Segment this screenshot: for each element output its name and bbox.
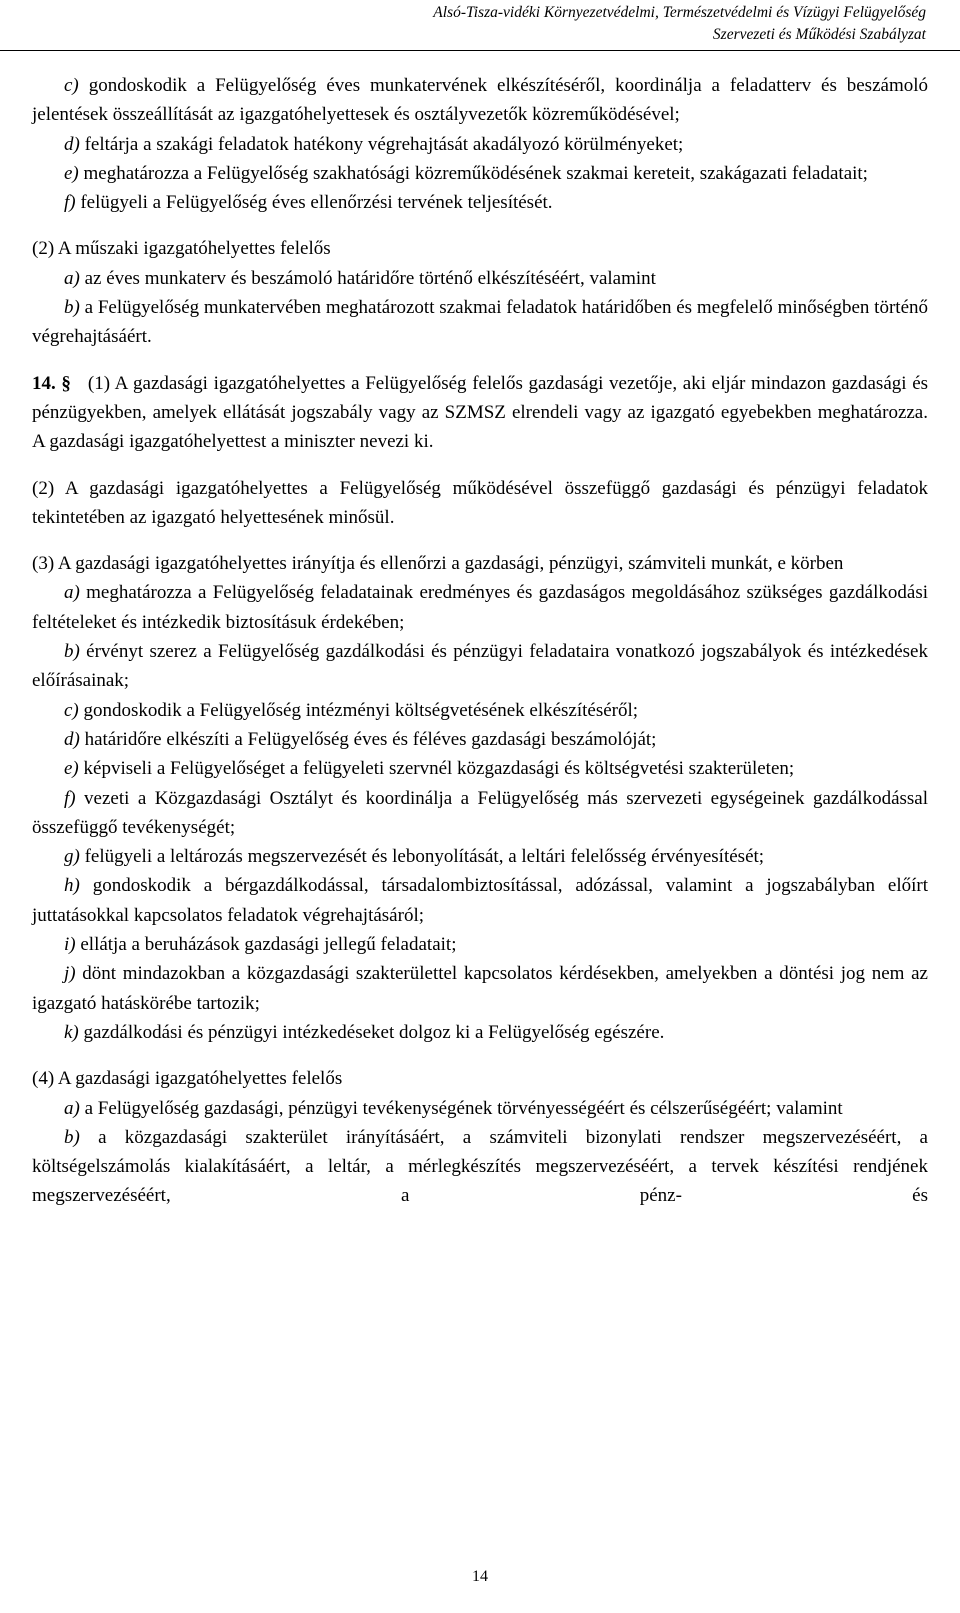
list-marker: g) [64, 846, 80, 868]
paragraph-text: gondoskodik a Felügyelőség éves munkatervének elkészítéséről, koordinálja a feladatterv és beszámoló jelentések összeállítását az igazgatóhelyettesek és osztályvezetők közreműködésével; [32, 75, 929, 126]
list-marker: a) [64, 582, 80, 604]
paragraph-text: (1) A gazdasági igazgatóhelyettes a Felügyelőség felelős gazdasági vezetője, aki eljár mindazon gazdasági és pénzügyekben, amelyek ellátását jogszabály vagy az SZMSZ elrendeli vagy az igazgató egyebekben meghatározza. A gazdasági igazgatóhelyettest a miniszter nevezi ki. [32, 372, 929, 453]
paragraph-text: az éves munkaterv és beszámoló határidőre történő elkészítéséért, valamint [84, 267, 656, 289]
list-marker: i) [64, 934, 76, 956]
list-item [32, 930, 928, 959]
paragraph-text: vezeti a Közgazdasági Osztályt és koordinálja a Felügyelőség más szervezeti egységeinek gazdálkodással összefüggő tevékenységét; [32, 787, 929, 838]
paragraph-text: (2) A műszaki igazgatóhelyettes felelős [32, 238, 331, 260]
list-item [32, 578, 928, 637]
header-subtitle: Szervezeti és Működési Szabályzat [712, 26, 926, 43]
list-marker: c) [64, 699, 79, 721]
list-item [32, 264, 928, 293]
page-header [0, 0, 960, 51]
list-item [32, 637, 928, 696]
paragraph-text: felügyeli a Felügyelőség éves ellenőrzési tervének teljesítését. [80, 192, 553, 214]
header-title: Alsó-Tisza-vidéki Környezetvédelmi, Természetvédelmi és Vízügyi Felügyelőség [433, 4, 926, 21]
list-marker: c) [64, 75, 79, 96]
list-item [32, 725, 928, 754]
list-item [32, 159, 928, 188]
paragraph-text: érvényt szerez a Felügyelőség gazdálkodási és pénzügyi feladataira vonatkozó jogszabályok és intézkedések előírásainak; [32, 641, 928, 692]
list-marker: f) [64, 787, 76, 809]
paragraph-text: gondoskodik a Felügyelőség intézményi költségvetésének elkészítéséről; [83, 699, 639, 721]
paragraph [32, 1064, 928, 1093]
list-marker: k) [64, 1021, 79, 1043]
paragraph [32, 474, 928, 533]
list-marker: j) [64, 963, 76, 985]
paragraph-text: a közgazdasági szakterület irányításáért, a számviteli bizonylati rendszer megszervezéséért, a költségelszámolás kialakításáért, a leltár, a mérlegkészítés megszervezéséért, a tervek készítési rendjének megszervezéséért, a pénz- és [32, 1126, 928, 1207]
list-item [32, 784, 928, 843]
paragraph-text: meghatározza a Felügyelőség szakhatósági közreműködésének szakmai kereteit, szakágazati feladatait; [83, 162, 868, 184]
list-marker: a) [64, 1097, 80, 1119]
list-item [32, 959, 928, 1018]
paragraph [32, 549, 928, 578]
paragraph-text: gazdálkodási és pénzügyi intézkedéseket dolgoz ki a Felügyelőség egészére. [83, 1021, 665, 1043]
list-item [32, 696, 928, 725]
paragraph [32, 369, 928, 457]
section-number: 14. § [32, 372, 71, 394]
list-marker: d) [64, 133, 80, 155]
paragraph-text: ellátja a beruházások gazdasági jellegű feladatait; [80, 934, 457, 956]
paragraph [32, 234, 928, 263]
paragraph-text: felügyeli a leltározás megszervezését és lebonyolítását, a leltári felelősség érvényesítését; [84, 846, 765, 868]
paragraph-text: a Felügyelőség gazdasági, pénzügyi tevékenységének törvényességéért és célszerűségéért; valamint [84, 1097, 843, 1119]
paragraph-text: dönt mindazokban a közgazdasági szakterülettel kapcsolatos kérdésekben, amelyekben a döntési jog nem az igazgató hatáskörébe tartozik; [32, 963, 928, 1014]
paragraph-text: határidőre elkészíti a Felügyelőség éves és féléves gazdasági beszámolóját; [84, 728, 657, 750]
list-marker: b) [64, 1126, 80, 1148]
paragraph-text: (4) A gazdasági igazgatóhelyettes felelős [32, 1068, 343, 1090]
paragraph-text: feltárja a szakági feladatok hatékony végrehajtását akadályozó körülményeket; [84, 133, 684, 155]
paragraph-text: gondoskodik a bérgazdálkodással, társadalombiztosítással, adózással, valamint a jogszabályban előírt juttatásokkal kapcsolatos feladatok végrehajtásáról; [32, 875, 929, 926]
list-item [32, 1094, 928, 1123]
list-item [32, 842, 928, 871]
paragraph-text: (2) A gazdasági igazgatóhelyettes a Felügyelőség működésével összefüggő gazdasági és pénzügyi feladatok tekintetében az igazgató helyettesének minősül. [32, 477, 928, 528]
list-item [32, 1018, 928, 1047]
list-item [32, 188, 928, 217]
paragraph-text: képviseli a Felügyelőséget a felügyeleti szervnél közgazdasági és költségvetési szakterületen; [83, 758, 795, 780]
list-marker: d) [64, 728, 80, 750]
paragraph-text: a Felügyelőség munkatervében meghatározott szakmai feladatok határidőben és megfelelő minőségben történő végrehajtásáért. [32, 297, 928, 348]
list-marker: b) [64, 297, 80, 319]
list-item [32, 754, 928, 783]
document-body [32, 71, 928, 1211]
page-number: 14 [472, 1568, 488, 1585]
list-item [32, 71, 928, 130]
list-marker: a) [64, 267, 80, 289]
list-item [32, 130, 928, 159]
list-item [32, 293, 928, 352]
paragraph-text: meghatározza a Felügyelőség feladatainak eredményes és gazdaságos megoldásához szükséges gazdálkodási feltételeket és intézkedik biztosításuk érdekében; [32, 582, 929, 633]
list-marker: h) [64, 875, 80, 897]
list-marker: e) [64, 162, 79, 184]
list-marker: e) [64, 758, 79, 780]
paragraph-text: (3) A gazdasági igazgatóhelyettes irányítja és ellenőrzi a gazdasági, pénzügyi, számviteli munkát, e körben [32, 553, 844, 575]
list-item [32, 1123, 928, 1211]
list-item [32, 871, 928, 930]
list-marker: f) [64, 192, 76, 214]
list-marker: b) [64, 641, 80, 663]
